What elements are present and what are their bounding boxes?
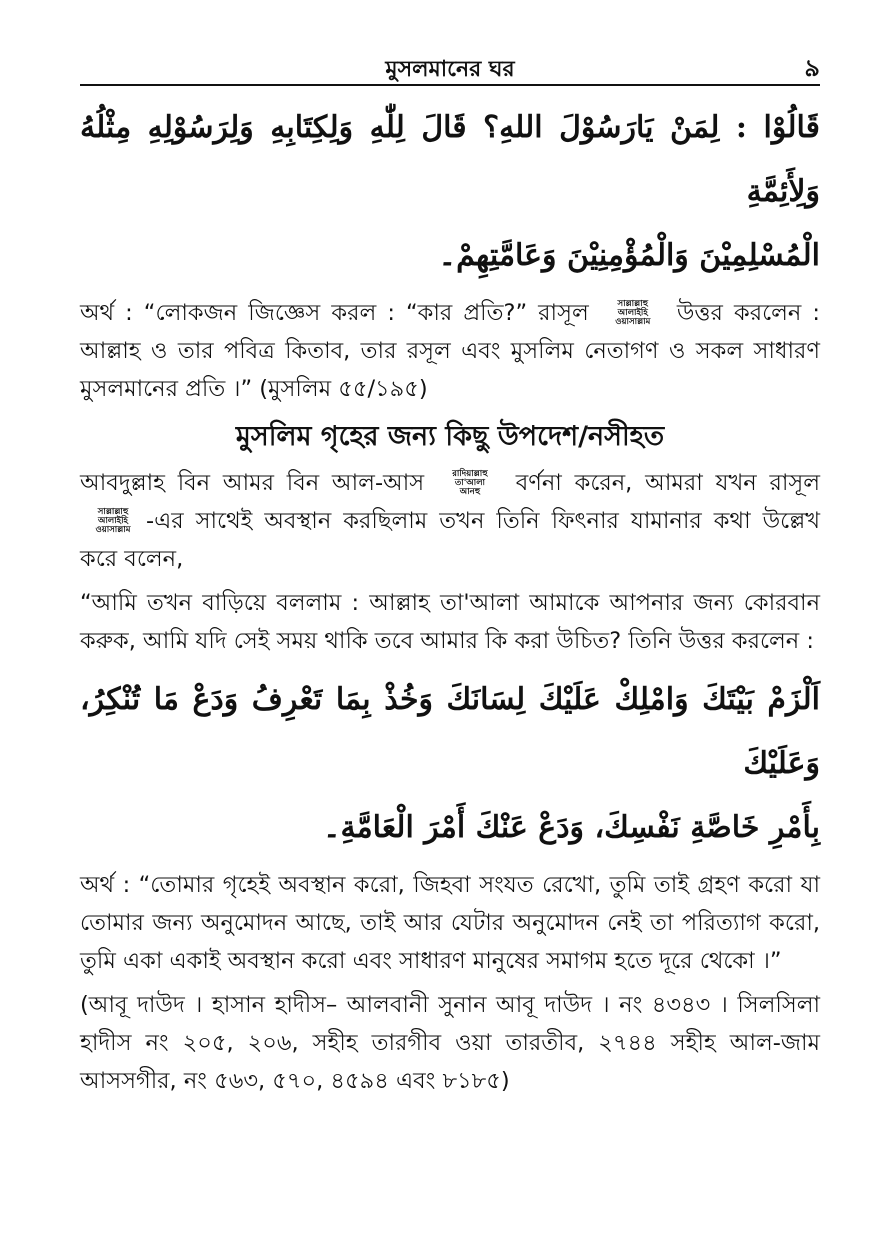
seal-line: আলাইহি	[617, 307, 648, 318]
source-reference: (আবূ দাউদ । হাসান হাদীস– আলবানী সুনান আবূ দাউদ । নং ৪৩৪৩ । সিলসিলা হাদীস নং ২০৫, ২০৬, সহীহ তারগীব ওয়া তারতীব, ২৭৪৪ সহীহ আল-জাম আসসগীর, নং ৫৬৩, ৫৭০, ৪৫৯৪ এবং ৮১৮৫)	[80, 992, 820, 1094]
question-paragraph: “আমি তখন বাড়িয়ে বললাম : আল্লাহ তা'আলা আমাকে আপনার জন্য কোরবান করুক, আমি যদি সেই সময় থাকি তবে আমার কি করা উচিত? তিনি উত্তর করলেন :	[80, 590, 820, 654]
arabic-line: اَلْزَمْ بَيْتَكَ وَامْلِكْ عَلَيْكَ لِسَانَكَ وَخُذْ بِمَا تَعْرِفُ وَدَعْ مَا تُنْكِرُ، وَعَلَيْكَ	[80, 682, 820, 781]
salallahu-seal	[90, 508, 136, 536]
page-header	[80, 44, 820, 86]
seal-line: রাদিয়াল্লাহু	[452, 468, 488, 479]
meaning-paragraph-1	[80, 294, 820, 408]
meaning-paragraph-2: অর্থ : “তোমার গৃহেই অবস্থান করো, জিহবা সংযত রেখো, তুমি তাই গ্রহণ করো যা তোমার জন্য অনুমোদন আছে, তাই আর যেটার অনুমোদন নেই তা পরিত্যাগ করো, তুমি একা একাই অবস্থান করো এবং সাধারণ মানুষের সমাগম হতে দূরে থেকো ।”	[80, 872, 820, 974]
narration-paragraph	[80, 464, 820, 578]
arabic-line: قَالُوْا : لِمَنْ يَارَسُوْلَ اللهِ؟ قَالَ لِلّٰهِ وَلِكِتَابِهِ وَلِرَسُوْلِهِ مِثْلُهُ وَلِأَئِمَّةِ	[80, 110, 820, 209]
page-number: ৯	[804, 54, 820, 82]
seal-line: সাল্লাল্লাহু	[617, 298, 649, 309]
meaning-text: উত্তর করলেন : আল্লাহ ও তার পবিত্র কিতাব, তার রসূল এবং মুসলিম নেতাগণ ও সকল সাধারণ মুসলমানের প্রতি ।” (মুসলিম ৫৫/১৯৫)	[80, 300, 821, 402]
seal-line: আনহু	[459, 486, 481, 497]
narration-text: -এর সাথেই অবস্থান করছিলাম তখন তিনি ফিৎনার যামানার কথা উল্লেখ করে বলেন,	[80, 508, 820, 572]
radiallahu-seal	[447, 470, 493, 498]
arabic-line: الْمُسْلِمِيْنَ وَالْمُؤْمِنِيْنَ وَعَامَّتِهِمْ۔	[438, 238, 820, 273]
arabic-text-2	[80, 668, 820, 860]
salallahu-seal	[610, 300, 656, 328]
page-body	[80, 96, 820, 1100]
section-heading: মুসলিম গৃহের জন্য কিছু উপদেশ/নসীহত	[235, 421, 665, 452]
seal-line: ওয়াসাল্লাম	[615, 316, 651, 327]
arabic-text-1	[80, 96, 820, 288]
narration-text: বর্ণনা করেন, আমরা যখন রাসূল	[515, 470, 820, 496]
seal-line: তা'আলা	[454, 477, 486, 488]
seal-line: ওয়াসাল্লাম	[95, 524, 131, 535]
arabic-line: بِأَمْرِ خَاصَّةِ نَفْسِكَ، وَدَعْ عَنْكَ أَمْرَ الْعَامَّةِ۔	[322, 810, 820, 845]
running-head: মুসলমানের ঘর	[385, 57, 515, 82]
seal-line: আলাইহি	[97, 515, 129, 526]
narration-text: আবদুল্লাহ বিন আমর বিন আল-আস	[80, 470, 425, 496]
meaning-text: অর্থ : “লোকজন জিজ্ঞেস করল : “কার প্রতি?” রাসূল	[80, 300, 589, 326]
seal-line: সাল্লাল্লাহু	[97, 506, 129, 517]
